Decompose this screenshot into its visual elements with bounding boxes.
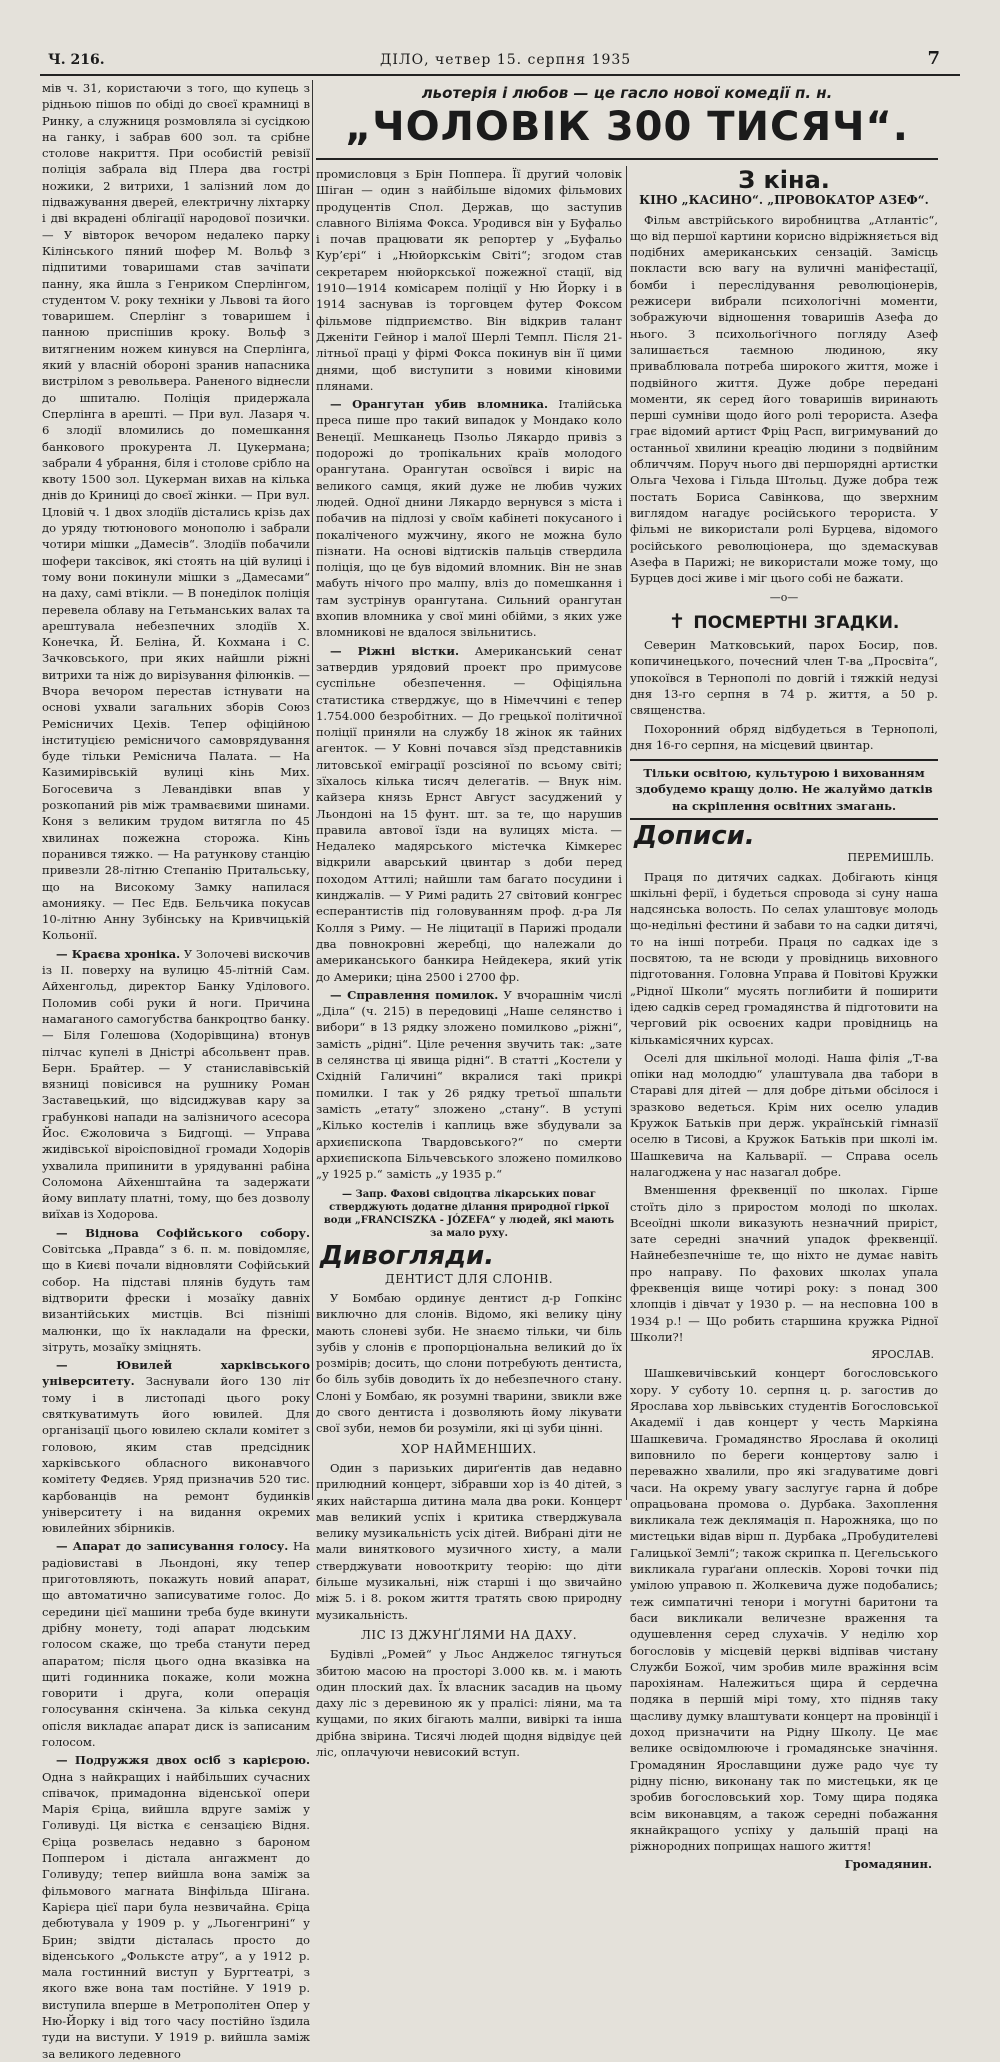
text-paragraph: Фільм австрійського виробництва „Атлантіс“, що від першої картини корисно відріжняється від подібних американських сензацій. Замісць покласти всю вагу на вуличні маніфестації, бомби і переслідування революціонерів, режисери вибрали психологічні моменти, зображуючи відношення товаришів Азефа до нього. З психольоґічного погляду Азеф залишається таємною людиною, яку приваблювала потреба широкого життя, може і подвійного життя. Дуже добре передані моменти, як серед його товаришів виринають перші сумніви щодо його ролі терориста. Азефа грає відомий артист Фріц Расп, вигримуваний до останньої хвилини креацію людини з подвійним обличчям. Поруч нього дві першорядні артистки Ольга Чехова і Гільда Штольц. Дуже добра теж постать Бориса Савінкова, що зверхним виглядом нагадує російського терориста. У фільмі не використали ролі Бурцева, відомого російського революціонера, що здемаскував Азефа в Парижі; не використали може тому, що Бурцев досі живе і міг цього собі не бажати. (630, 212, 938, 586)
page-header (40, 48, 960, 72)
column-divider (626, 166, 627, 1500)
place-heading: ЯРОСЛАВ. (871, 1348, 934, 1362)
film-ad-banner (316, 80, 938, 160)
paragraph-body: Американський сенат затвердив урядовий проект про примусове суспільне обезпечення. — Офіціяльна статистика стверджує, що в Німеччині є тепер 1.754.000 безробітних. — До грецької політичної поліції приняли на службу 18 жінок як тайних агенток. — У Ковні почався зїзд представників литовської еміграції розсіяної по всьому світі; зїхалось кілька тисяч делегатів. — Внук нім. кайзера князь Ернст Август засуджений у Льондоні на 15 фунт. шт. за те, що нарушив правила автової їзди на вулицях міста. — Недалеко мадярського містечка Кімкерес відкрили аварський цвинтар з доби перед походом Аттилі; найшли там багато посудини і кинджалів. — У Римі радить 27 світовий конгрес есперантистів під головуванням проф. д-ра Ля Колля з Риму. — Не ліцитації в Парижі продали два повнокровні жеребці, що належали до американського банкира Нейдекера, який утік до Америки; ціна 2500 і 2700 фр. (316, 643, 623, 984)
cinema-subtitle: КІНО „КАСИНО“. „ПРОВОКАТОР АЗЕФ“. (639, 193, 929, 208)
paragraph-body: У Золочеві вискочив із II. поверху на вулицю 45-літній Сам. Айхенгольд, директор Банку Уділового. Поломив собі руки й ноги. Причина намаганого самогубства банкрoцтво банку. — Біля Голешова (Ходорівщина) втонув пілчас купелі в Дністрі абсольвент прав. Берн. Брайтер. — У станиславівській вязниці повісився на рушнику Роман Заставецький, що відсиджував кару за грабункові напади на залізничого асесора Йос. Єжоловича з Бидгощі. — Управа жидівської віроісповідної громади Ходорів ухвалила припинити в урядуванні рабіна Соломона Айхенштайна та задержати йому виплату платні, тому, що без дозволу виїхав із Ходорова. (42, 946, 311, 1222)
section-title-dyvohliady: Дивогляди. (320, 1241, 495, 1272)
cross-icon: ✝ (668, 608, 686, 633)
column-2 (316, 166, 623, 1760)
page-number: 7 (927, 48, 940, 69)
text-paragraph: мів ч. 31, користаючи з того, що купець з рідньою пішов по обіді до своєї крамниці в Ринку, а служниця розмовляла зі сусідкою на ганку, і забрав 600 зол. та срібне столове накриття. При особистій ревізії поліція забрала від Плера два гострі ножики, 2 витрихи, 1 залізний лом до підважування дверей, електричну ліхтарку і дві вкрадені облігації народової позички. — У вівторок вечором недалеко парку Кілінського пяний шофер М. Вольф з підпитими товаришами став зачіпати панну, яка йшла з Генриком Сперлінгом, студентом V. року техніки у Львові та його товаришем. Сперлінг з товаришем і панною приспішив кроку. Вольф з витягненим ножем кинувся на Сперлінга, який у власній обороні зранив напасника вистрілом з револьвера. Раненого віднесли до шпиталю. Поліція придержала Сперлінга в арешті. — При вул. Лазаря ч. 6 злодії вломились до помешкання банкового прокурента Л. Цукермана; забрали 4 убрання, біля і столове срібло на квоту 1500 зол. Цукерман вихав на кілька днів до Криниці до своєї жінки. — При вул. Цловій ч. 1 двох злодіїв дістались крізь дах до уряду тютюнового монополю і забрали чотири мішки „Дамесів“. Злодіїв побачили шофери таксівок, які стоять на цій вулиці і тому вони покинули мішки з „Дамесами“ на даху, самі втікли. — В понеділок поліція перевела облаву на Гетьманських валах та арештувала небезпечних злодіїв Х. Конечка, Й. Беліна, Й. Кохмана і С. Зачковського, при яких найшли ріжні витрихи та ніж до вирізування філюнків. — Вчора вечором перестав істнувати на основі ухвали загальних зборів Союз Ремісничих Цехів. Тепер офіційною інституцією ремісничого самоврядування буде тільки Ремісничa Палата. — На Казимирівській вулиці кінь Мих. Богосевича з Левандівки впав у розкопаний рів між трамваєвими шинами. Коня з великим трудом витягла по 45 хвилинах пожежна сторожа. Кінь поранився тяжко. — На ратункову станцію привезли 28-літню Степанію Притальську, що на Високому Замку напилася амонияку. — Пес Едв. Бельчика покусав 10-літню Анну Зубінську на Кривчицькій Кольонії. (42, 81, 310, 943)
section-title-dopysy: Дописи. (634, 820, 755, 851)
paragraph-lead: — Орангутан убив вломника. (330, 397, 549, 412)
separator: —o— (769, 591, 799, 605)
article-heading: ЛІС ІЗ ДЖУНҐЛЯМИ НА ДАХУ. (360, 1627, 578, 1642)
column-divider (312, 80, 313, 1500)
ad-title: „ЧОЛОВІК 300 ТИСЯЧ“. (345, 104, 909, 150)
ad-tagline: льотерія і любов — це гасло нової комедії п. н. (421, 84, 833, 102)
column-3 (630, 166, 938, 1872)
text-paragraph: Шашкевичівський концерт богословського хору. У суботу 10. серпня ц. р. загостив до Ярослава хор львівських студентів Богословської Академії і дав концерт у честь Маркіяна Шашкевича. Громадянство Ярослава й околиці виповнило по береги концертову залю і переважно хвалили, про які згадуватиме довгі часи. На окрему увагу заслугує гарна й добре опрацьована промова о. Дурбака. Захоплення викликала теж деклямація п. Нарожняка, що по мистецьки відав вірш п. Дурбака „Пробудителеві Галицької Землі“; також скрипка п. Цегельського викликала гураґани оплесків. Хорові точки під умілою управою п. Жолкевича дуже подобались; теж симпатичні тенори і могутні баритони та баси викликали величезне враження та одушевлення серед слухачів. У неділю хор богословів у місцевій церкві відпівав чистану Служби Божої, чим зробив миле вражіння всім парохіянам. Належиться щира й сердечна подяка в першій мірі тому, хто підняв таку щасливу думку влаштувати концерт на провінції і доход призначити на Рідну Школу. Це має велике освідомлююче і громадянське значіння. Громадянин Ярославщини дуже радо чує ту рідну пісню, виконану так по мистецьки, як це зробив богословський хор. Тому щира подяка всім виконавцям, а також середні побажання якнайкращого успіху у дальшій праці на ріжнородних поприщах нашого життя! (630, 1366, 938, 1854)
paragraph-lead: — Краєва хроніка. (56, 946, 181, 961)
text-paragraph (316, 396, 622, 640)
section-title-kino: З кіна. (738, 166, 830, 194)
education-appeal-box: Тільки освітою, культурою і вихованням здобудемо кращу долю. Не жалуймо датків на скріплення освітних змагань. (630, 759, 938, 820)
paragraph-body: На радіовиставі в Льондоні, яку тепер приготовляють, покажуть новий апарат, що автоматично записуватиме голос. До середини цієї машини треба буде вкинути дрібну монету, тоді апарат людським голосом скаже, що треба станути перед апаратом; після цього одна вказівка на щиті годинника покаже, коли можна говорити і друга, коли операція голосування скінчена. За кілька секунд опісля викладає апарат диск із записаним голосом. (42, 1539, 310, 1749)
text-paragraph: Оселі для шкільної молоді. Наша філія „Т-ва опіки над молоддю“ улаштувала два табори в Стараві для дітей — для добре дітьми обсілося і зразково ведеться. Крім них оселю уладив Кружок Батьків при держ. українській гімназії оселю в Тисові, а Кружок Батьків при школі ім. Шашкевича на Кальварії. — Справа осель налагоджена у нас назагал добре. (630, 1050, 938, 1179)
paragraph-body: Заснували його 130 літ тому і в листопаді цього року святкуватимуть його ювилей. Для організації цього ювилею склали комітет з головою, яким став предсідник харківського обласного виконавчого комітету Федяєв. Уряд призначив 520 тис. карбованців на ремонт будинків університету і на видання окремих ювилейних збірників. (42, 1374, 310, 1536)
text-paragraph (42, 1225, 310, 1355)
paragraph-body: Італійська преса пише про такий випадок у Мондако коло Венеції. Мешканець Пзольо Лякардо привіз з подорожі до тропікальних країв молодого орангутана. Орангутан освоївся і виріс на великого самця, який дуже не любив чужих людей. Одної днини Лякардо вернувся з міста і побачив на підлозі у своїм кабінеті покусаного і покаліченого мужчину, якого не можна було пізнати. На основі відтисків пальців ствердила поліція, що це був відомий вломник. Він не знав мабуть нічого про малпу, вліз до помешкання і там зустрінув орангутана. Сильний орангутан вхопив вломника у свої мині обійми, з яких уже вломникові не вдалося звільнитись. (316, 397, 622, 640)
paragraph-lead: — Віднова Софійського собору. (56, 1225, 310, 1240)
paragraph-lead: — Ріжні вістки. (330, 643, 460, 658)
masthead-line: ДІЛО, четвер 15. серпня 1935 (380, 52, 632, 68)
obituaries-title: ПОСМЕРТНІ ЗГАДКИ. (693, 612, 900, 633)
text-paragraph: Будівлі „Ромей“ у Льос Анджелос тягнуться збитою масою на просторі 3.000 кв. м. і мають один плоский дах. Їх власник засадив на цьому даху ліс з деревиною як у пралісі: ліяни, ма та кущами, по яких бігають малпи, вивіркі та інша дрібна звірина. Тисячі людей щодня відвідує цей ліс, оплачуючи невисокий вступ. (316, 1647, 622, 1760)
text-paragraph: Один з паризьких дириґентів дав недавно прилюдний концерт, зібравши хор із 40 дітей, з яких найстарша дитина мала два роки. Концерт мав великий успіх і критика стверджувала велику музикальність усіх дітей. Вибрані діти не мали виняткового музичного хисту, а мали стверджувати новооткриту теорію: що діти більше музикальні, ніж старші і що звичайно між 5. і 8. роком життя тратять свою природну музикальність. (316, 1460, 622, 1622)
paragraph-body: У вчорашнім числі „Діла“ (ч. 215) в передовиці „Наше селянство і вибори“ в 13 рядку зложено помилково „ріжні“, замість „рідні“. Ціле речення звучить так: „зате в селянства ці явища рідні“. В статті „Костели у Східній Галичині“ вкралися такі прикрі помилки. І так у 26 рядку третьої шпальти замість „етату“ зложено „стану“. В уступі „Кілько костелів і каплиць вже збудували за архиєпископа Твардовського?“ по смерти архиєпископа Більчевського зложено помилково „у 1925 р.“ замість „у 1935 р.“ (316, 987, 622, 1182)
text-paragraph: Похоронний обряд відбудеться в Тернополі, дня 16-го серпня, на місцевий цвинтар. (630, 721, 938, 752)
text-paragraph (42, 1357, 310, 1536)
text-paragraph (316, 987, 622, 1183)
paragraph-body: Одна з найкращих і найбільших сучасних співачок, примадонна віденської опери Марія Єріца, вийшла вдруге заміж у Голивуді. Ця вістка є сензацією Відня. Єріца розвелась недавно з бароном Поппером і дістала ангажмент до Голивуду; тепер вийшла вона заміж за фільмового магната Вінфільда Шігана. Карієра цієї пари була незвичайна. Єріца дебютувала у 1909 р. у „Льогенгрині“ у Брин; звідти дісталась просто до віденського „Фольксте атру“, а у 1912 р. мала гостинний виступ у Бургтеатрі, з якого вже вона там постійне. У 1919 р. виступила вперше в Метрополітен Опер у Ню-Йорку і від того часу постійно їздила туди на виступи. У 1919 р. вийшла заміж за великого ледевного (42, 1769, 310, 2061)
article-heading: ХОР НАЙМЕНШИХ. (401, 1441, 537, 1456)
mineral-water-notice: — Запр. Фахові свідоцтва лікарських поваг стверджують додатне ділання природної гіркої води „FRANCISZKA - JÓZEFA“ у людей, які мають за мало руху. (323, 1189, 615, 1240)
paragraph-lead: — Справлення помилок. (330, 987, 499, 1002)
signature: Громадянин. (844, 1857, 932, 1872)
text-paragraph: Северин Матковський, парох Босир, пов. копичинецького, почесний член Т-ва „Просвіта“, упокоївся в Тернополі по довгій і тяжкій недузі дня 13-го серпня в 74 р. життя, а 50 р. священства. (630, 638, 938, 718)
text-paragraph (42, 946, 310, 1223)
text-paragraph: промисловця з Брін Поппера. Її другий чоловік Шіган — один з найбільше відомих фільмових продуцентів Спол. Держав, що заступив славного Віліяма Фокса. Уродився він у Буфальо і почав працювати як репортер у „Буфальо Кур’єрі“ і „Нюйоркськім Світі“; згодом став секретарем нюйоркської пожежної стації, від 1910—1914 комісарем поліції у Ню Йорку і в 1914 заснував із торговцем футер Фоксом фільмове підприємство. Він відкрив талант Дженіти Гейнор і малої Шерлі Темпл. Після 21-літньої праці у фірмі Фокса покинув він її цими днями, щоб виступити з новими кіновими плянами. (316, 167, 622, 393)
text-paragraph: Праця по дитячих садках. Добігають кінця шкільні ферії, і будеться спровода зі суну наша надсянська волость. По селах улаштовує молодь що-недільні фестини й забави то на садки дитячі, то на інші потреби. Праця по садках іде з посвятою, та не всюди у провідниць виховного підготовання. Головна Управа й Повітові Кружки „Рідної Школи“ мусять поглибити й поширити ідею садків серед громадянства й підготовити на черговий рік освоєних кадри провідниць на кількамісячних курсах. (630, 869, 938, 1047)
paragraph-body: Совітська „Правда“ з 6. п. м. повідомляє, що в Києві почали відновляти Софійський собор. На підставі плянів будуть там відтворити фрески і мозаїку давніх византійських мистців. Всі пізніші малюнки, що їх накладали на фрески, зітруть, мозаїку зміцнять. (42, 1242, 310, 1354)
text-paragraph: Вменшення фреквенції по школах. Гірше стоїть діло з приростом молоді по школах. Всеоїдні школи виказують незначний приріст, зате середні значний упадок фреквенції. Найнебезпечніше те, що ніхто не думає навіть про направу. По фахових школах упала фреквенція вище чотирі року: з понад 300 хлопців і дівчат у 1930 р. — на несповна 100 в 1934 р.! — Що робить старшина кружка Рідної Школи?! (630, 1183, 938, 1344)
text-paragraph (42, 1538, 310, 1750)
column-1 (42, 80, 311, 2061)
article-heading: ДЕНТИСТ ДЛЯ СЛОНІВ. (384, 1271, 554, 1286)
paragraph-lead: — Ювилей харківського університету. (42, 1358, 310, 1389)
paragraph-lead: — Подружжя двох осіб з карієрою. (56, 1753, 310, 1768)
header-rule (40, 74, 960, 76)
paragraph-lead: — Апарат до записування голосу. (56, 1539, 289, 1554)
place-heading: ПЕРЕМИШЛЬ. (847, 851, 934, 865)
text-paragraph (316, 643, 622, 985)
issue-number: Ч. 216. (48, 52, 105, 68)
section-title-obituaries (630, 608, 938, 633)
text-paragraph: У Бомбаю ординує дентист д-р Гопкінс виключно для слонів. Відомо, які велику ціну мають слоневі зуби. Не знаємо тільки, чи біль зубів у слонів є пропорціональна великий до їх розмірів; досить, що слони потребують дентиста, бо біль зубів доводить їх до небезпечного стану. Слоні у Бомбаю, як розумні тварини, звикли вже до свого дентиста і дозволяють йому лікувати свої зуби, немов би розуміли, які ці зуби цінні. (316, 1291, 622, 1436)
text-paragraph (42, 1752, 310, 2062)
